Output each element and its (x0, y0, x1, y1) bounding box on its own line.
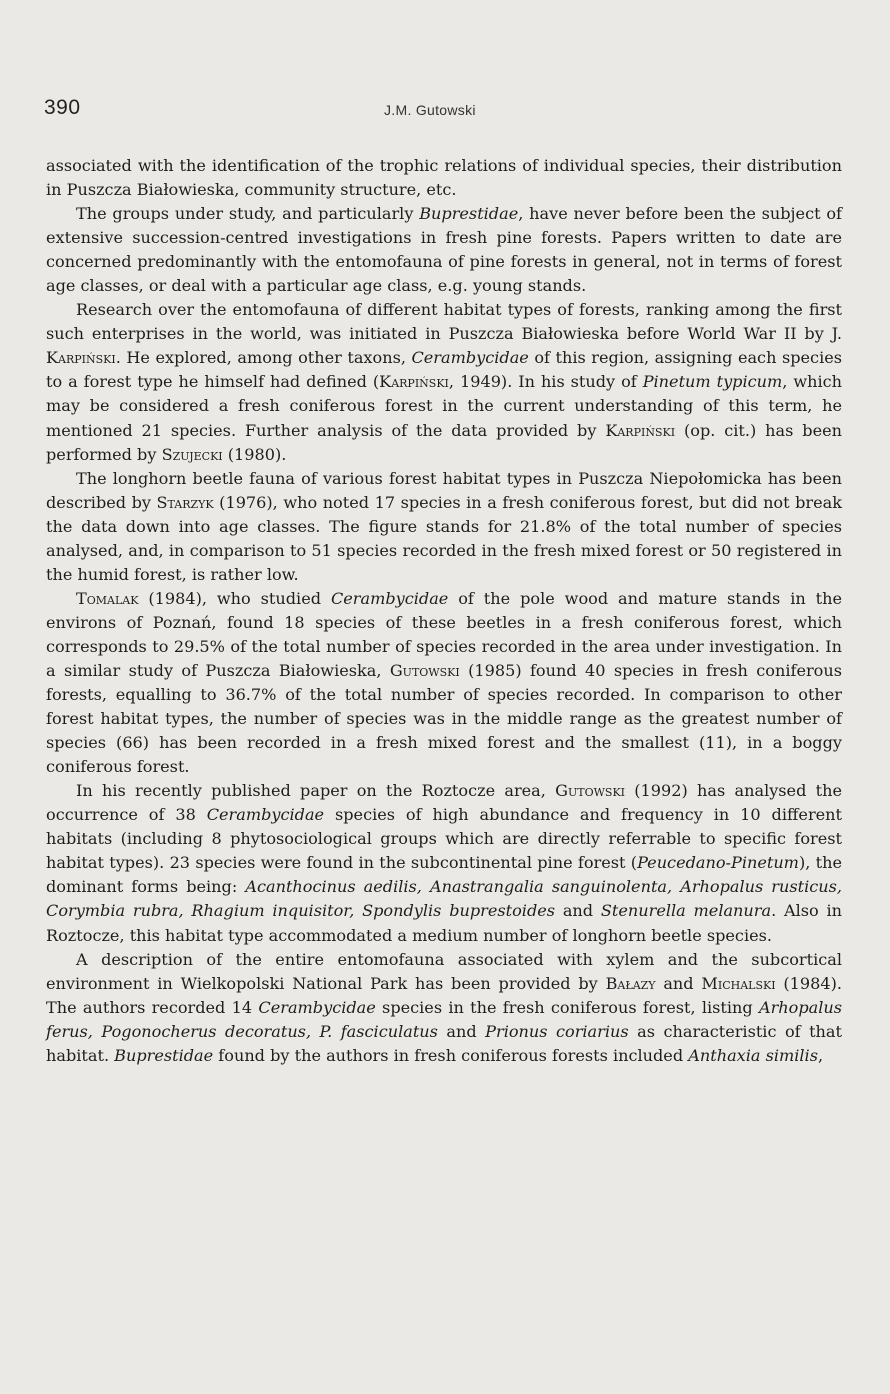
author-citation: Michalski (701, 973, 776, 993)
taxon-name: Cerambycidae (330, 588, 449, 608)
running-head-author: J.M. Gutowski (384, 102, 476, 118)
text-span: (1976), who noted 17 species in a fresh coniferous forest, but did not break the data down into age classes. The figure stands for 21.8% of the total number of species analysed, and, in comparison to 51 species recorded in the fresh mixed forest or 50 registered in the humid forest, is rather low. (46, 492, 842, 584)
taxon-name: Stenurella melanura (600, 901, 772, 921)
taxon-list: Arhopalus ferus, Pogonocherus decoratus, P. fasciculatus (46, 997, 842, 1041)
text-span: The longhorn beetle fauna of various forest habitat types in Puszcza Niepołomicka has been described by (46, 468, 842, 512)
text-span: , 1949). In his study of (448, 372, 643, 392)
author-citation: Bałazy (605, 973, 656, 993)
taxon-name: Pinetum typicum (642, 372, 783, 392)
text-span: In his recently published paper on the Roztocze area, (76, 781, 556, 801)
text-span: , (817, 1045, 824, 1065)
text-span: . He explored, among other taxons, (115, 348, 412, 368)
text-span: species in the fresh coniferous forest, listing (375, 997, 759, 1017)
text-span: (1980). (222, 444, 287, 464)
text-span: The groups under study, and particularly (76, 204, 420, 224)
text-span: species of high abundance and frequency in 10 different habitats (including 8 phytosociological groups which are directly referrable to specific forest habitat types). 23 species were found in the subcontinental pine forest ( (46, 805, 842, 873)
text-span: (1992) has analysed the occurrence of 38 (46, 781, 842, 825)
paragraph-7 (46, 948, 842, 1068)
taxon-name: Anthaxia similis (688, 1045, 818, 1065)
text-span: A description of the entire entomofauna associated with xylem and the subcortical environment in Wielkopolski National Park has been provided by (46, 949, 842, 993)
author-citation: Karpiński (46, 348, 116, 368)
text-span: Research over the entomofauna of different habitat types of forests, ranking among the first such enterprises in the world, was initiated in Puszcza Białowieska before World War II by J. (46, 300, 842, 344)
text-span: ), the dominant forms being: (46, 853, 842, 897)
author-citation: Karpiński (605, 420, 676, 440)
paragraph-3 (46, 298, 842, 466)
taxon-name: Peucedano-Pinetum (637, 853, 799, 873)
text-span: and (555, 901, 601, 921)
paragraph-1: associated with the identification of the trophic relations of individual species, their distribution in Puszcza Białowieska, community structure, etc. (46, 156, 842, 200)
page-number: 390 (44, 96, 81, 119)
author-citation: Gutowski (389, 660, 460, 680)
text-span: and (655, 973, 702, 993)
taxon-name: Cerambycidae (411, 348, 529, 368)
text-span: (op. cit.) has been performed by (46, 420, 842, 464)
paragraph-4 (46, 467, 842, 587)
author-citation: Szujecki (161, 444, 223, 464)
author-citation: Karpiński (379, 372, 449, 392)
text-span: , have never before been the subject of extensive succession-centred investigations in fresh pine forests. Papers written to date are concerned predominantly with the entomofauna of pine forests in general, not in terms of forest age classes, or deal with a particular age class, e.g. young stands. (46, 204, 842, 296)
text-span: found by the authors in fresh coniferous forests included (213, 1045, 689, 1065)
author-citation: Gutowski (555, 781, 626, 801)
text-span: and (437, 1021, 486, 1041)
paragraph-6 (46, 779, 842, 947)
text-span: of the pole wood and mature stands in the environs of Poznań, found 18 species of these beetles in a fresh coniferous forest, which corresponds to 29.5% of the total number of species recorded in the area under investigation. In a similar study of Puszcza Białowieska, (46, 588, 843, 680)
text-span: , which may be considered a fresh coniferous forest in the current understanding of this term, he mentioned 21 species. Further analysis of the data provided by (46, 372, 842, 440)
text-span: of this region, assigning each species to a forest type he himself had defined ( (46, 348, 842, 392)
paragraph-2 (46, 202, 842, 298)
author-citation: Starzyk (156, 492, 214, 512)
text-span: (1984). The authors recorded 14 (46, 973, 842, 1017)
taxon-name: Cerambycidae (258, 997, 376, 1017)
author-citation: Tomalak (76, 588, 139, 608)
text-span: (1985) found 40 species in fresh coniferous forests, equalling to 36.7% of the total number of species recorded. In comparison to other forest habitat types, the number of species was in the middle range as the greatest number of species (66) has been recorded in a fresh mixed forest and the smallest (11), in a boggy coniferous forest. (46, 660, 842, 777)
paragraph-5 (46, 587, 842, 779)
taxon-name: Cerambycidae (206, 805, 325, 825)
body-text (46, 154, 842, 1068)
text-span: . Also in Roztocze, this habitat type accommodated a medium number of longhorn beetle species. (46, 901, 842, 945)
page-header (44, 96, 854, 126)
taxon-list: Acanthocinus aedilis, Anastrangalia sanguinolenta, Arhopalus rusticus, Corymbia rubra, Rhagium inquisitor, Spondylis buprestoides (46, 877, 842, 921)
text-span: as characteristic of that habitat. (46, 1021, 842, 1065)
taxon-name: Buprestidae (114, 1045, 214, 1065)
taxon-name: Buprestidae (419, 204, 519, 224)
text-span: (1984), who studied (138, 588, 331, 608)
taxon-name: Prionus coriarius (485, 1021, 629, 1041)
